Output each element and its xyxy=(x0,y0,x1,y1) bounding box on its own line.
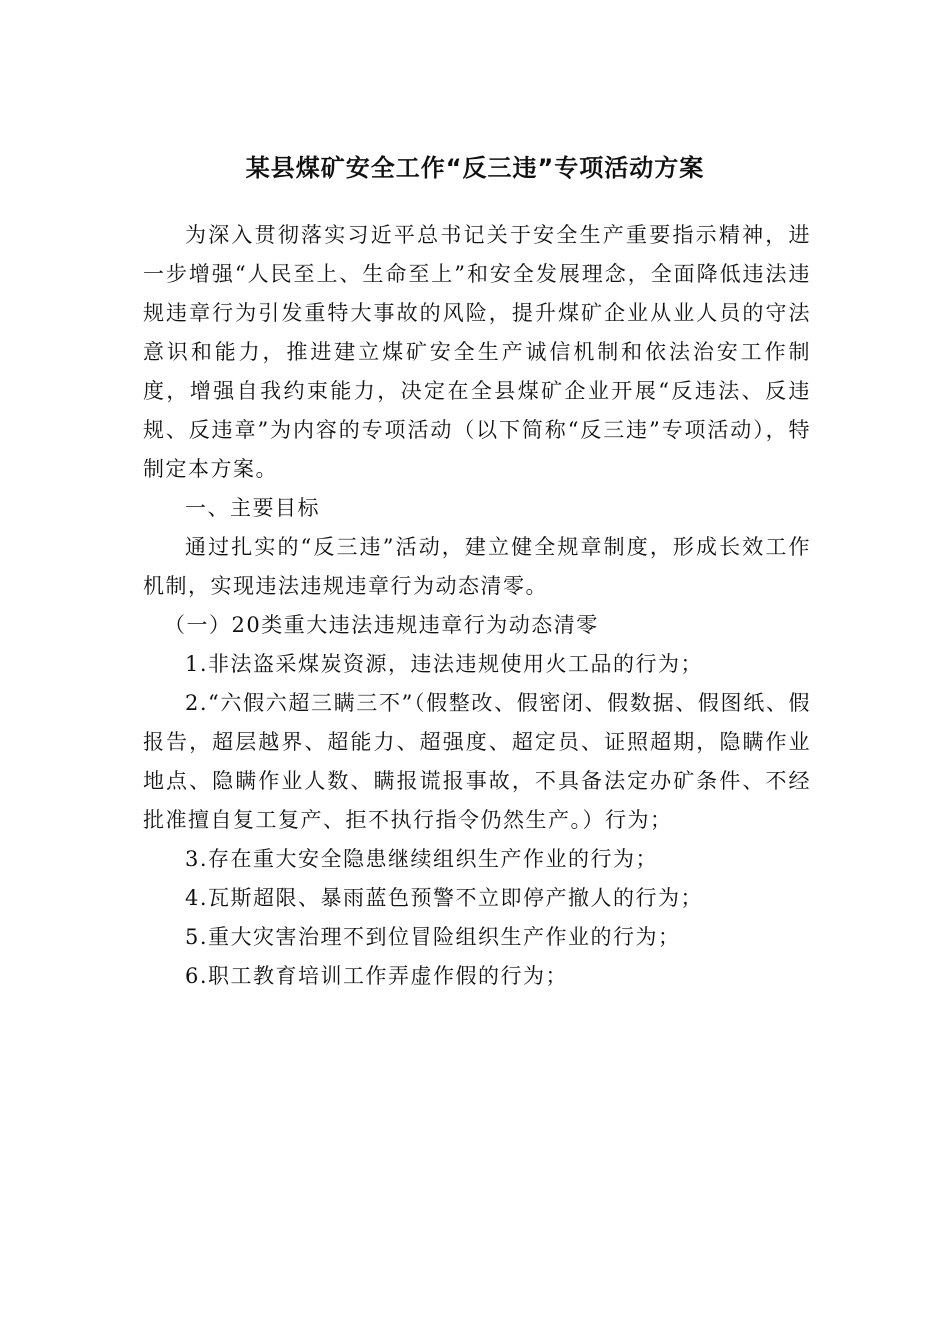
list-item: 1.非法盗采煤炭资源，违法违规使用火工品的行为； xyxy=(185,652,704,676)
document-body xyxy=(143,216,811,996)
list-item: 3.存在重大安全隐患继续组织生产作业的行为； xyxy=(185,847,659,871)
list-item: 4.瓦斯超限、暴雨蓝色预警不立即停产撤人的行为； xyxy=(185,886,704,910)
subsection-heading: （一）20类重大违法违规违章行为动态清零 xyxy=(164,613,599,637)
list-item: 2.“六假六超三瞒三不”（假整改、假密闭、假数据、假图纸、假报告，超层越界、超能力、超强度、超定员、证照超期，隐瞒作业地点、隐瞒作业人数、瞒报谎报事故，不具备法定办矿条件、不经批准擅自复工复产、拒不执行指令仍然生产。）行为； xyxy=(143,691,811,832)
document-title: 某县煤矿安全工作“反三违”专项活动方案 xyxy=(245,154,705,182)
section-paragraph: 通过扎实的“反三违”活动，建立健全规章制度，形成长效工作机制，实现违法违规违章行为动态清零。 xyxy=(143,535,811,598)
section-heading: 一、主要目标 xyxy=(185,496,320,520)
intro-paragraph: 为深入贯彻落实习近平总书记关于安全生产重要指示精神，进一步增强“人民至上、生命至上”和安全发展理念，全面降低违法违规违章行为引发重特大事故的风险，提升煤矿企业从业人员的守法意识和能力，推进建立煤矿安全生产诚信机制和依法治安工作制度，增强自我约束能力，决定在全县煤矿企业开展“反违法、反违规、反违章”为内容的专项活动（以下简称“反三违”专项活动），特制定本方案。 xyxy=(143,223,811,481)
list-item: 5.重大灾害治理不到位冒险组织生产作业的行为； xyxy=(185,925,681,949)
list-item: 6.职工教育培训工作弄虚作假的行为； xyxy=(185,964,569,988)
